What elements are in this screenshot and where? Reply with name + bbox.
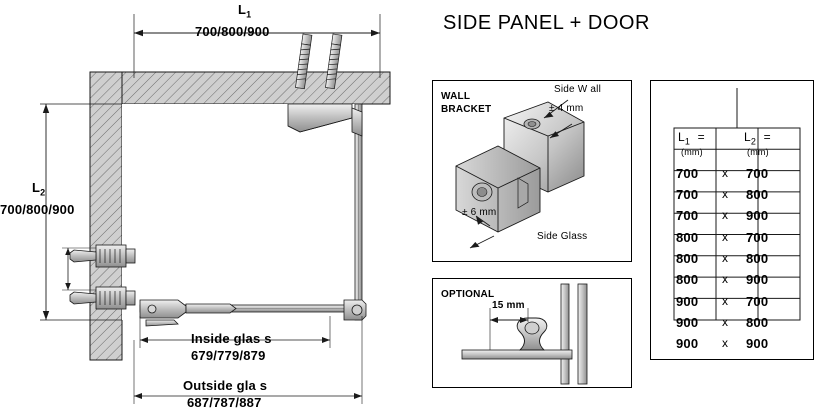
glass-tolerance-label: ± 6 mm [462, 207, 497, 218]
table-row-sep: x [722, 187, 729, 201]
l1-values: 700/800/900 [195, 24, 270, 39]
l2-label: $L_2$ [32, 180, 46, 198]
table-row-sep: x [722, 336, 729, 350]
l2-values: 700/800/900 [0, 202, 75, 217]
outside-glass-label: Outside gla s [183, 378, 268, 393]
wall-tolerance-label: ± 4 mm [549, 103, 584, 114]
table-header-l2-unit: (mm) [747, 147, 769, 157]
table-row: 900 [746, 208, 769, 223]
l1-label: $L_1$ [238, 2, 252, 20]
page-title: SIDE PANEL + DOOR [443, 12, 650, 34]
table-row-sep: x [722, 230, 729, 244]
table-row-sep: x [722, 294, 729, 308]
table-row: 900 [746, 272, 769, 287]
table-row: 800 [746, 315, 769, 330]
optional-gap-label: 15 mm [492, 300, 525, 311]
table-row: 700 [676, 208, 699, 223]
table-row: 900 [746, 336, 769, 351]
size-table-grid [650, 80, 814, 360]
table-row: 800 [676, 251, 699, 266]
table-row-sep: x [722, 208, 729, 222]
table-header-l2: $L_2$ = [744, 130, 771, 147]
table-row: 700 [746, 294, 769, 309]
table-row-sep: x [722, 251, 729, 265]
table-row-sep: x [722, 166, 729, 180]
table-row: 900 [676, 336, 699, 351]
table-header-l1-unit: (mm) [681, 147, 703, 157]
table-row: 700 [746, 230, 769, 245]
table-row: 700 [676, 166, 699, 181]
wall-bracket-title-line2: BRACKET [441, 104, 492, 115]
optional-label: OPTIONAL [441, 289, 495, 300]
table-header-l1: $L_1$ = [678, 130, 705, 147]
side-wall-label: Side W all [554, 84, 602, 95]
outside-glass-values: 687/787/887 [187, 395, 262, 410]
inside-glass-values: 679/779/879 [191, 348, 266, 363]
table-row: 800 [676, 230, 699, 245]
table-row-sep: x [722, 272, 729, 286]
table-row: 800 [746, 251, 769, 266]
side-glass-label: Side Glass [537, 231, 588, 242]
table-row: 900 [676, 315, 699, 330]
wall-bracket-title-line1: WALL [441, 91, 471, 102]
table-row-sep: x [722, 315, 729, 329]
inside-glass-label: Inside glas s [191, 331, 272, 346]
table-row: 700 [676, 187, 699, 202]
table-row: 800 [746, 187, 769, 202]
table-row: 700 [746, 166, 769, 181]
table-row: 800 [676, 272, 699, 287]
table-row: 900 [676, 294, 699, 309]
